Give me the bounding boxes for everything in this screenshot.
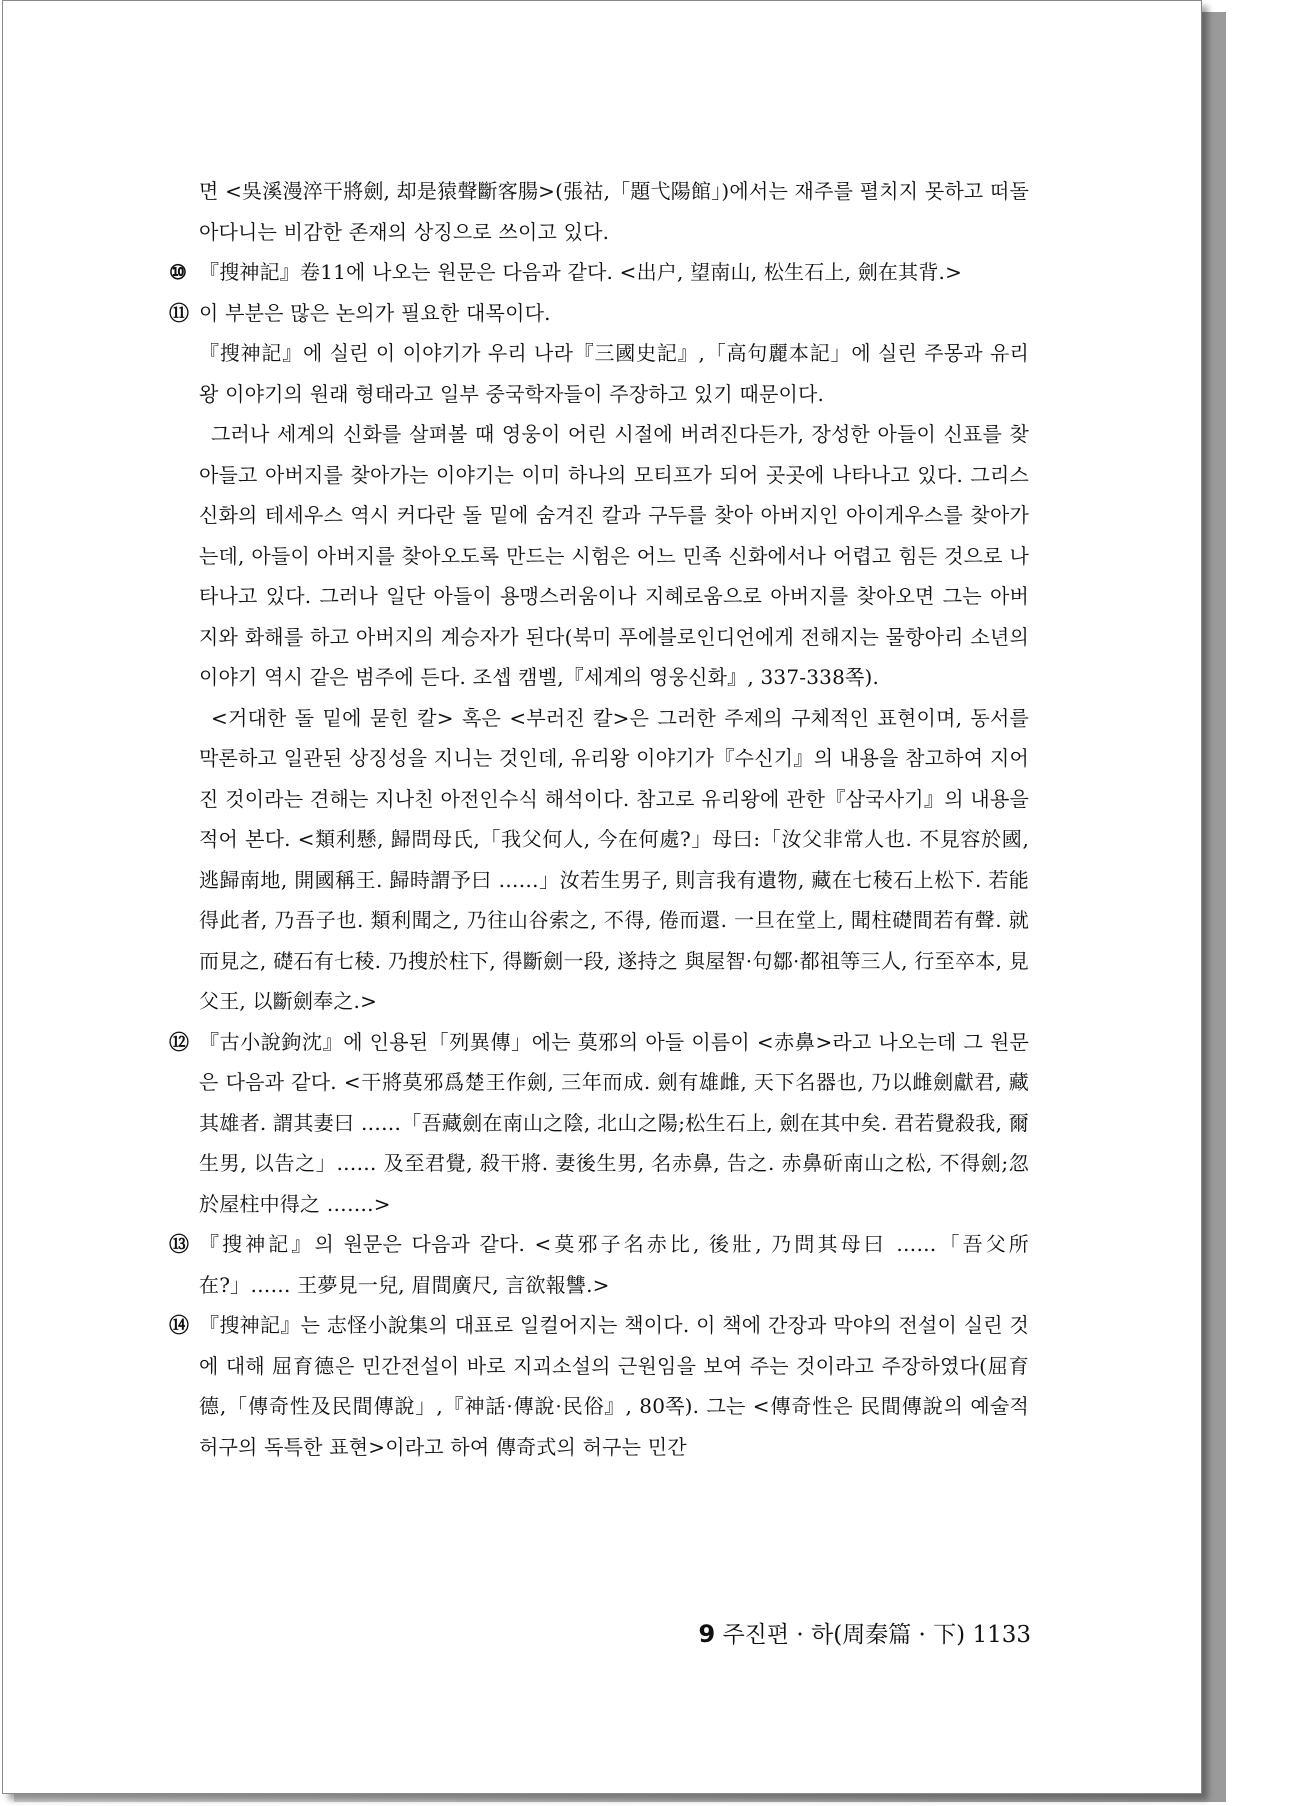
- paragraph: 그러나 세계의 신화를 살펴볼 때 영웅이 어린 시절에 버려진다든가, 장성한 아들이 신표를 찾아들고 아버지를 찾아가는 이야기는 이미 하나의 모티프가 되어 곳곳에 나타나고 있다. 그리스 신화의 테세우스 역시 커다란 돌 밑에 숨겨진 칼과 구두를 찾아 아버지인 아이게우스를 찾아가는데, 아들이 아버지를 찾아오도록 만드는 시험은 어느 민족 신화에서나 어렵고 힘든 것으로 나타나고 있다. 그러나 일단 아들이 용맹스러움이나 지혜로움으로 아버지를 찾아오면 그는 아버지와 화해를 하고 아버지의 계승자가 된다(북미 푸에블로인디언에게 전해지는 물항아리 소년의 이야기 역시 같은 범주에 든다. 조셉 캠벨,『세계의 영웅신화』, 337-338쪽).: [199, 422, 1029, 689]
- footnote-text: 『搜神記』는 志怪小說集의 대표로 일컬어지는 책이다. 이 책에 간장과 막야의 전설이 실린 것에 대해 屈育德은 민간전설이 바로 지괴소설의 근원임을 보여 주는 것이라고 주장하였다(屈育德,「傳奇性及民間傳說」,『神話·傳說·民俗』, 80쪽). 그는 <傳奇性은 民間傳說의 예술적 허구의 독특한 표현>이라고 하여 傳奇式의 허구는 민간: [199, 1313, 1029, 1459]
- footnote-13: [169, 1224, 1029, 1305]
- footnote-number: ⑩: [169, 260, 188, 284]
- footnote-text: 『搜神記』卷11에 나오는 원문은 다음과 같다. <出户, 望南山, 松生石上, 劍在其背.>: [199, 260, 963, 284]
- page-body: [169, 171, 1029, 1467]
- footnote-number: ⑪: [169, 300, 190, 325]
- document-page: [2, 0, 1202, 1794]
- paragraph: 『搜神記』에 실린 이 이야기가 우리 나라『三國史記』,「高句麗本記」에 실린 주몽과 유리왕 이야기의 원래 형태라고 일부 중국학자들이 주장하고 있기 때문이다.: [199, 341, 1029, 406]
- footnote-number: ⑭: [169, 1313, 190, 1337]
- paragraph-continuation: 면 <吳溪漫淬干將劍, 却是猿聲斷客腸>(張祜,「題弋陽館」)에서는 재주를 펼치지 못하고 떠돌아다니는 비감한 존재의 상징으로 쓰이고 있다.: [199, 179, 1029, 244]
- footnote-12: [169, 1022, 1029, 1225]
- chapter-title: 주진편 · 하(周秦篇 · 下): [722, 1622, 966, 1648]
- page-number: 1133: [972, 1622, 1031, 1648]
- footnote-number: ⑫: [169, 1029, 190, 1054]
- footnote-14: [169, 1305, 1029, 1467]
- footnote-11: [169, 293, 1029, 334]
- paragraph: <거대한 돌 밑에 묻힌 칼> 혹은 <부러진 칼>은 그러한 주제의 구체적인 표현이며, 동서를 막론하고 일관된 상징성을 지니는 것인데, 유리왕 이야기가『수신기』의 내용을 참고하여 지어진 것이라는 견해는 지나친 아전인수식 해석이다. 참고로 유리왕에 관한『삼국사기』의 내용을 적어 본다. <類利懸, 歸問母氏,「我父何人, 今在何處?」母曰:「汝父非常人也. 不見容於國, 逃歸南地, 開國稱王. 歸時謂予曰 ……」汝若生男子, 則言我有遺物, 藏在七稜石上松下. 若能得此者, 乃吾子也. 類利聞之, 乃往山谷索之, 不得, 倦而還. 一旦在堂上, 聞柱礎間若有聲. 就而見之, 礎石有七稜. 乃搜於柱下, 得斷劍一段, 遂持之 與屋智·句鄒·都祖等三人, 行至卒本, 見父王, 以斷劍奉之.>: [199, 705, 1029, 1013]
- footnote-text: 『搜神記』의 원문은 다음과 같다. <莫邪子名赤比, 後壯, 乃問其母曰 ……「吾父所在?」…… 王夢見一兒, 眉間廣尺, 言欲報讐.>: [199, 1232, 1029, 1297]
- footnote-text: 이 부분은 많은 논의가 필요한 대목이다.: [199, 300, 551, 325]
- footnote-text: 『古小說鉤沈』에 인용된「列異傳」에는 莫邪의 아들 이름이 <赤鼻>라고 나오는데 그 원문은 다음과 같다. <干將莫邪爲楚王作劍, 三年而成. 劍有雄雌, 天下名器也, 乃以雌劍獻君, 藏其雄者. 謂其妻曰 ……「吾藏劍在南山之陰, 北山之陽;松生石上, 劍在其中矣. 君若覺殺我, 爾生男, 以告之」…… 及至君覺, 殺干將. 妻後生男, 名赤鼻, 告之. 赤鼻斫南山之松, 不得劍;忽於屋柱中得之 …….>: [199, 1029, 1029, 1216]
- footnote-10: [169, 252, 1029, 293]
- chapter-number: 9: [698, 1620, 716, 1648]
- page-footer: [671, 1616, 1031, 1649]
- footnote-number: ⑬: [169, 1232, 190, 1256]
